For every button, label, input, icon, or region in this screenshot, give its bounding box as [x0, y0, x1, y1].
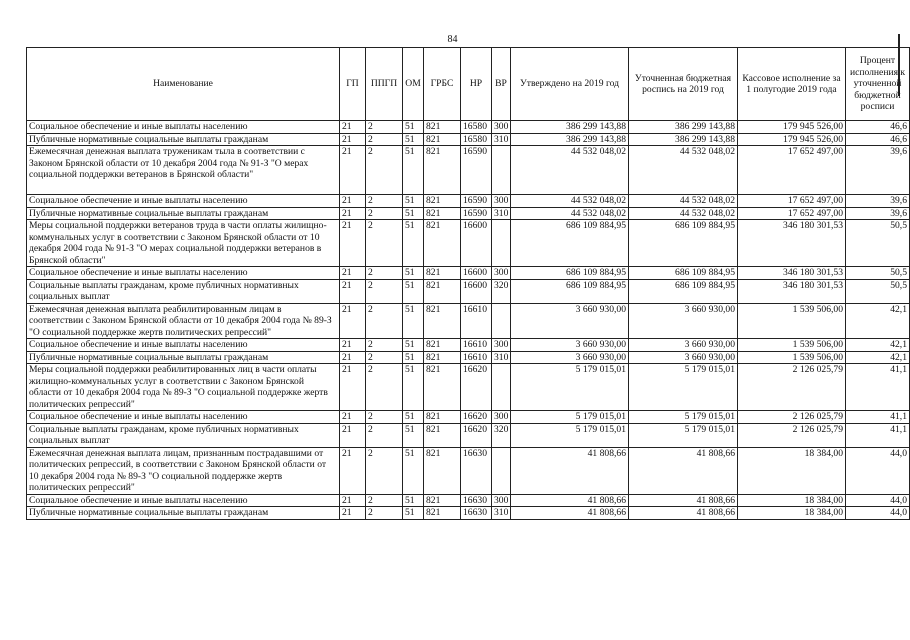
- cell-gp: 21: [340, 423, 366, 447]
- cell-approved: 41 808,66: [511, 494, 629, 507]
- cell-ppgp: 2: [366, 507, 403, 520]
- cell-grbs: 821: [424, 423, 461, 447]
- table-row: [27, 279, 910, 303]
- table-row: [27, 494, 910, 507]
- table-body: [27, 121, 910, 520]
- cell-om: 51: [403, 339, 424, 352]
- cell-percent: 46,6: [846, 121, 910, 134]
- cell-refined: 386 299 143,88: [629, 133, 738, 146]
- cell-om: 51: [403, 364, 424, 411]
- cell-vr: 300: [492, 494, 511, 507]
- cell-refined: 5 179 015,01: [629, 411, 738, 424]
- cell-percent: 41,1: [846, 423, 910, 447]
- header-vr: ВР: [492, 48, 511, 121]
- cell-grbs: 821: [424, 339, 461, 352]
- cell-vr: [492, 146, 511, 195]
- cell-ppgp: 2: [366, 351, 403, 364]
- cell-nr: 16600: [461, 279, 492, 303]
- cell-cash: 1 539 506,00: [738, 303, 846, 339]
- budget-table: [26, 47, 910, 520]
- cell-vr: 310: [492, 207, 511, 220]
- table-row: [27, 423, 910, 447]
- cell-name: Публичные нормативные социальные выплаты гражданам: [27, 507, 340, 520]
- table-row: [27, 207, 910, 220]
- cell-vr: [492, 447, 511, 494]
- cell-percent: 50,5: [846, 267, 910, 280]
- cell-om: 51: [403, 195, 424, 208]
- cell-percent: 39,6: [846, 207, 910, 220]
- table-row: [27, 267, 910, 280]
- cell-vr: [492, 303, 511, 339]
- cell-gp: 21: [340, 494, 366, 507]
- cell-ppgp: 2: [366, 411, 403, 424]
- cell-name: Ежемесячная денежная выплата труженикам тыла в соответствии с Законом Брянской области от 10 декабря 2004 года № 91-З "О мерах социальной поддержки ветеранов в Брянской области": [27, 146, 340, 195]
- cell-ppgp: 2: [366, 279, 403, 303]
- cell-percent: 46,6: [846, 133, 910, 146]
- cell-nr: 16620: [461, 411, 492, 424]
- header-om: ОМ: [403, 48, 424, 121]
- cell-refined: 3 660 930,00: [629, 351, 738, 364]
- cell-gp: 21: [340, 133, 366, 146]
- cell-refined: 41 808,66: [629, 447, 738, 494]
- cell-cash: 18 384,00: [738, 494, 846, 507]
- table-row: [27, 303, 910, 339]
- header-nr: НР: [461, 48, 492, 121]
- cell-grbs: 821: [424, 267, 461, 280]
- table-row: [27, 195, 910, 208]
- cell-ppgp: 2: [366, 339, 403, 352]
- table-row: [27, 351, 910, 364]
- cell-approved: 5 179 015,01: [511, 364, 629, 411]
- table-row: [27, 133, 910, 146]
- cell-gp: 21: [340, 303, 366, 339]
- header-ppgp: ППГП: [366, 48, 403, 121]
- cell-refined: 686 109 884,95: [629, 279, 738, 303]
- table-row: [27, 447, 910, 494]
- cell-om: 51: [403, 303, 424, 339]
- cell-cash: 2 126 025,79: [738, 423, 846, 447]
- cell-percent: 50,5: [846, 220, 910, 267]
- cell-gp: 21: [340, 351, 366, 364]
- table-row: [27, 220, 910, 267]
- cell-approved: 41 808,66: [511, 507, 629, 520]
- cell-vr: 300: [492, 121, 511, 134]
- cell-nr: 16610: [461, 303, 492, 339]
- cell-refined: 41 808,66: [629, 494, 738, 507]
- cell-grbs: 821: [424, 351, 461, 364]
- cell-om: 51: [403, 267, 424, 280]
- cell-name: Социальные выплаты гражданам, кроме публичных нормативных социальных выплат: [27, 279, 340, 303]
- cell-ppgp: 2: [366, 220, 403, 267]
- cell-cash: 2 126 025,79: [738, 364, 846, 411]
- cell-vr: 320: [492, 423, 511, 447]
- cell-percent: 44,0: [846, 507, 910, 520]
- cell-cash: 346 180 301,53: [738, 267, 846, 280]
- cell-cash: 17 652 497,00: [738, 146, 846, 195]
- cell-nr: 16610: [461, 339, 492, 352]
- cell-refined: 686 109 884,95: [629, 220, 738, 267]
- cell-percent: 39,6: [846, 195, 910, 208]
- header-approved: Утверждено на 2019 год: [511, 48, 629, 121]
- cell-refined: 44 532 048,02: [629, 146, 738, 195]
- cell-percent: 39,6: [846, 146, 910, 195]
- cell-grbs: 821: [424, 279, 461, 303]
- cell-cash: 1 539 506,00: [738, 339, 846, 352]
- cell-gp: 21: [340, 121, 366, 134]
- header-gp: ГП: [340, 48, 366, 121]
- cell-gp: 21: [340, 267, 366, 280]
- cell-nr: 16620: [461, 364, 492, 411]
- cell-om: 51: [403, 207, 424, 220]
- cell-om: 51: [403, 133, 424, 146]
- cell-name: Социальное обеспечение и иные выплаты населению: [27, 494, 340, 507]
- cell-name: Публичные нормативные социальные выплаты гражданам: [27, 207, 340, 220]
- cell-approved: 5 179 015,01: [511, 423, 629, 447]
- cell-vr: 310: [492, 507, 511, 520]
- cell-refined: 5 179 015,01: [629, 423, 738, 447]
- cell-name: Социальное обеспечение и иные выплаты населению: [27, 121, 340, 134]
- cell-vr: 300: [492, 195, 511, 208]
- cell-percent: 41,1: [846, 411, 910, 424]
- cell-gp: 21: [340, 279, 366, 303]
- cell-vr: 300: [492, 411, 511, 424]
- cell-ppgp: 2: [366, 494, 403, 507]
- cell-gp: 21: [340, 339, 366, 352]
- cell-grbs: 821: [424, 303, 461, 339]
- header-percent: Процент исполнения к уточненной бюджетной росписи: [846, 48, 910, 121]
- cell-vr: [492, 364, 511, 411]
- table-row: [27, 507, 910, 520]
- cell-ppgp: 2: [366, 447, 403, 494]
- cell-name: Социальное обеспечение и иные выплаты населению: [27, 195, 340, 208]
- cell-om: 51: [403, 423, 424, 447]
- cell-name: Ежемесячная денежная выплата лицам, признанным пострадавшими от политических репрессий, в соответствии с Законом Брянской области от 10 декабря 2004 года № 89-З "О социальной поддержке жертв политических репрессий": [27, 447, 340, 494]
- cell-approved: 3 660 930,00: [511, 339, 629, 352]
- cell-refined: 3 660 930,00: [629, 303, 738, 339]
- cell-grbs: 821: [424, 411, 461, 424]
- cell-om: 51: [403, 279, 424, 303]
- cell-nr: 16590: [461, 146, 492, 195]
- cell-approved: 44 532 048,02: [511, 195, 629, 208]
- cell-grbs: 821: [424, 146, 461, 195]
- cell-approved: 686 109 884,95: [511, 267, 629, 280]
- cell-name: Меры социальной поддержки реабилитированных лиц в части оплаты жилищно-коммунальных услуг в соответствии с Законом Брянской области от 10 декабря 2004 года № 89-З "О социальной поддержке жертв политических репрессий": [27, 364, 340, 411]
- cell-grbs: 821: [424, 207, 461, 220]
- cell-cash: 346 180 301,53: [738, 279, 846, 303]
- cell-gp: 21: [340, 411, 366, 424]
- cell-approved: 3 660 930,00: [511, 303, 629, 339]
- cell-vr: 310: [492, 351, 511, 364]
- cell-name: Социальное обеспечение и иные выплаты населению: [27, 267, 340, 280]
- cell-name: Публичные нормативные социальные выплаты гражданам: [27, 351, 340, 364]
- cell-nr: 16620: [461, 423, 492, 447]
- cell-gp: 21: [340, 195, 366, 208]
- cell-refined: 5 179 015,01: [629, 364, 738, 411]
- cell-om: 51: [403, 494, 424, 507]
- cell-percent: 44,0: [846, 447, 910, 494]
- cell-percent: 41,1: [846, 364, 910, 411]
- cell-ppgp: 2: [366, 121, 403, 134]
- cell-name: Меры социальной поддержки ветеранов труда в части оплаты жилищно-коммунальных услуг в соответствии с Законом Брянской области от 10 декабря 2004 года № 91-З "О мерах социальной поддержки ветеранов в Брянской области": [27, 220, 340, 267]
- cell-ppgp: 2: [366, 146, 403, 195]
- cell-ppgp: 2: [366, 207, 403, 220]
- cell-percent: 50,5: [846, 279, 910, 303]
- cell-gp: 21: [340, 507, 366, 520]
- cell-refined: 44 532 048,02: [629, 207, 738, 220]
- cell-gp: 21: [340, 447, 366, 494]
- table-header-row: [27, 48, 910, 121]
- cell-ppgp: 2: [366, 303, 403, 339]
- cell-cash: 17 652 497,00: [738, 195, 846, 208]
- cell-approved: 3 660 930,00: [511, 351, 629, 364]
- cell-nr: 16580: [461, 133, 492, 146]
- cell-name: Публичные нормативные социальные выплаты гражданам: [27, 133, 340, 146]
- cell-grbs: 821: [424, 507, 461, 520]
- cell-nr: 16590: [461, 195, 492, 208]
- cell-cash: 18 384,00: [738, 507, 846, 520]
- cell-vr: 300: [492, 267, 511, 280]
- cell-gp: 21: [340, 207, 366, 220]
- cell-name: Ежемесячная денежная выплата реабилитированным лицам в соответствии с Законом Брянской области от 10 декабря 2004 года № 89-З "О социальной поддержке жертв политических репрессий": [27, 303, 340, 339]
- cell-nr: 16630: [461, 507, 492, 520]
- cell-gp: 21: [340, 146, 366, 195]
- cell-nr: 16600: [461, 267, 492, 280]
- cell-nr: 16630: [461, 494, 492, 507]
- cell-grbs: 821: [424, 220, 461, 267]
- cell-approved: 386 299 143,88: [511, 133, 629, 146]
- cell-ppgp: 2: [366, 133, 403, 146]
- cell-approved: 686 109 884,95: [511, 279, 629, 303]
- cell-name: Социальное обеспечение и иные выплаты населению: [27, 339, 340, 352]
- table-row: [27, 411, 910, 424]
- cell-nr: 16600: [461, 220, 492, 267]
- cell-approved: 44 532 048,02: [511, 146, 629, 195]
- cell-ppgp: 2: [366, 195, 403, 208]
- cell-cash: 1 539 506,00: [738, 351, 846, 364]
- table-row: [27, 121, 910, 134]
- cell-percent: 42,1: [846, 339, 910, 352]
- cell-name: Социальные выплаты гражданам, кроме публичных нормативных социальных выплат: [27, 423, 340, 447]
- cell-refined: 44 532 048,02: [629, 195, 738, 208]
- cell-vr: [492, 220, 511, 267]
- cell-cash: 17 652 497,00: [738, 207, 846, 220]
- cell-om: 51: [403, 220, 424, 267]
- cell-approved: 5 179 015,01: [511, 411, 629, 424]
- cell-vr: 300: [492, 339, 511, 352]
- cell-grbs: 821: [424, 133, 461, 146]
- cell-grbs: 821: [424, 364, 461, 411]
- cell-grbs: 821: [424, 121, 461, 134]
- cell-refined: 41 808,66: [629, 507, 738, 520]
- cell-cash: 18 384,00: [738, 447, 846, 494]
- cell-om: 51: [403, 411, 424, 424]
- cell-grbs: 821: [424, 494, 461, 507]
- table-row: [27, 146, 910, 195]
- cell-vr: 310: [492, 133, 511, 146]
- cell-nr: 16630: [461, 447, 492, 494]
- cell-cash: 179 945 526,00: [738, 121, 846, 134]
- cell-cash: 2 126 025,79: [738, 411, 846, 424]
- cell-om: 51: [403, 507, 424, 520]
- cell-om: 51: [403, 121, 424, 134]
- header-name: Наименование: [27, 48, 340, 121]
- header-grbs: ГРБС: [424, 48, 461, 121]
- cell-om: 51: [403, 447, 424, 494]
- cell-refined: 686 109 884,95: [629, 267, 738, 280]
- cell-approved: 44 532 048,02: [511, 207, 629, 220]
- cell-name: Социальное обеспечение и иные выплаты населению: [27, 411, 340, 424]
- cell-nr: 16590: [461, 207, 492, 220]
- cell-cash: 346 180 301,53: [738, 220, 846, 267]
- cell-ppgp: 2: [366, 267, 403, 280]
- cell-gp: 21: [340, 364, 366, 411]
- cell-ppgp: 2: [366, 423, 403, 447]
- cell-vr: 320: [492, 279, 511, 303]
- cell-cash: 179 945 526,00: [738, 133, 846, 146]
- cell-refined: 386 299 143,88: [629, 121, 738, 134]
- cell-nr: 16580: [461, 121, 492, 134]
- table-row: [27, 364, 910, 411]
- table-row: [27, 339, 910, 352]
- cell-refined: 3 660 930,00: [629, 339, 738, 352]
- cell-percent: 44,0: [846, 494, 910, 507]
- cell-approved: 41 808,66: [511, 447, 629, 494]
- cell-ppgp: 2: [366, 364, 403, 411]
- cell-om: 51: [403, 146, 424, 195]
- cell-grbs: 821: [424, 447, 461, 494]
- cell-percent: 42,1: [846, 303, 910, 339]
- cell-percent: 42,1: [846, 351, 910, 364]
- cell-approved: 386 299 143,88: [511, 121, 629, 134]
- header-cash: Кассовое исполнение за 1 полугодие 2019 года: [738, 48, 846, 121]
- cell-gp: 21: [340, 220, 366, 267]
- cell-grbs: 821: [424, 195, 461, 208]
- cell-approved: 686 109 884,95: [511, 220, 629, 267]
- page-number: 84: [447, 34, 458, 45]
- cell-om: 51: [403, 351, 424, 364]
- header-refined: Уточненная бюджетная роспись на 2019 год: [629, 48, 738, 121]
- cell-nr: 16610: [461, 351, 492, 364]
